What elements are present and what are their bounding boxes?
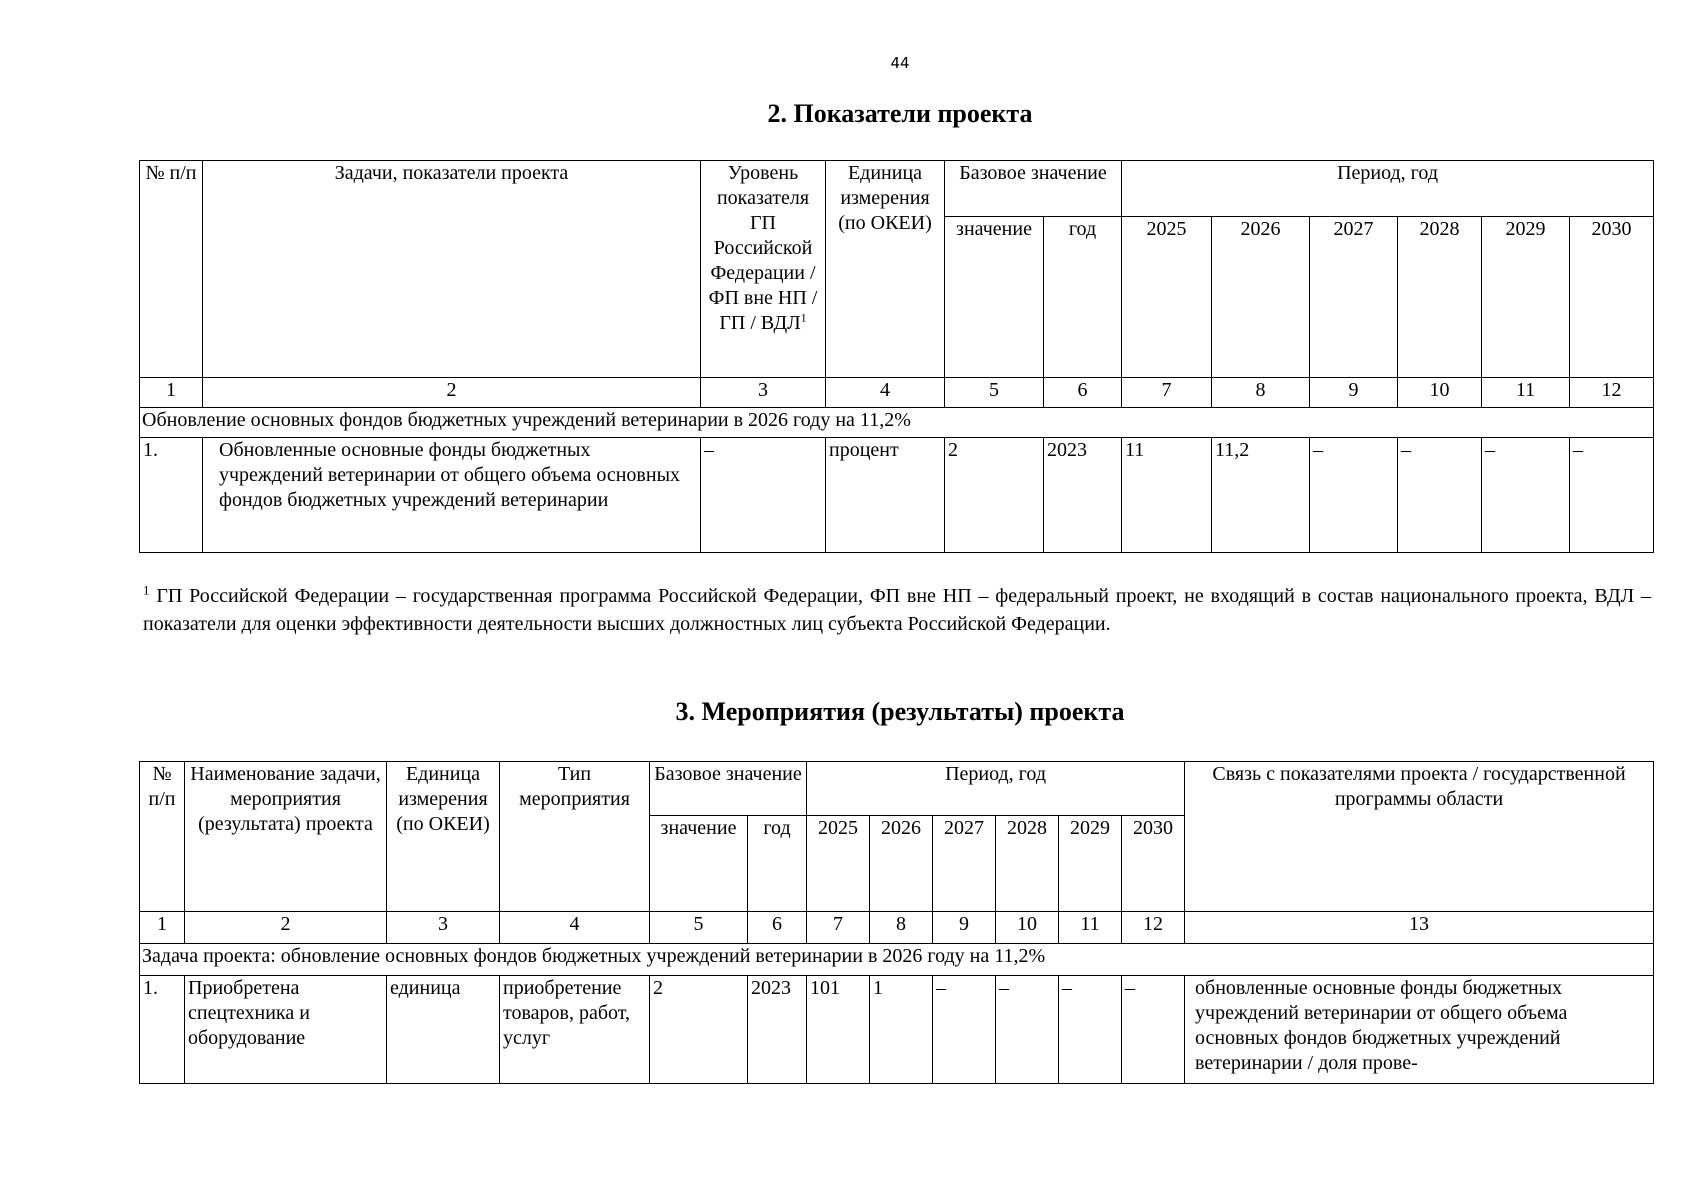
header-year: 2027	[933, 816, 996, 912]
footnote-mark: 1	[143, 582, 150, 598]
row-type: приобретение товаров, работ, услуг	[500, 976, 650, 1084]
header-year: 2025	[807, 816, 870, 912]
col-number: 5	[650, 912, 748, 944]
row-indicator-name: Обновленные основные фонды бюджетных учреждений ветеринарии от общего объема основных фондов бюджетных учреждений ветеринарии	[203, 438, 701, 553]
footnote-text: ГП Российской Федерации – государственная программа Российской Федерации, ФП вне НП – федеральный проект, не входящий в состав национального проекта, ВДЛ – показатели для оценки эффективности деятельности высших должностных лиц субъекта Российской Федерации.	[143, 585, 1652, 635]
row-value: –	[933, 976, 996, 1084]
row-base-value: 2	[650, 976, 748, 1084]
row-value: 11,2	[1212, 438, 1310, 553]
activities-table	[139, 761, 1654, 1084]
col-number: 4	[500, 912, 650, 944]
row-value: –	[996, 976, 1059, 1084]
section-row: Обновление основных фондов бюджетных учреждений ветеринарии в 2026 году на 11,2%	[140, 408, 1654, 438]
col-number: 7	[1122, 378, 1212, 408]
task-row: Задача проекта: обновление основных фондов бюджетных учреждений ветеринарии в 2026 году на 11,2%	[140, 944, 1654, 976]
col-number: 6	[1044, 378, 1122, 408]
header-name: Наименование задачи, мероприятия (результата) проекта	[185, 762, 387, 912]
col-number: 1	[140, 912, 185, 944]
row-base-year: 2023	[748, 976, 807, 1084]
header-period: Период, год	[1122, 161, 1654, 217]
row-value: –	[1310, 438, 1398, 553]
page-number: 44	[890, 54, 910, 72]
row-base-value: 2	[945, 438, 1044, 553]
col-number: 9	[933, 912, 996, 944]
col-number: 12	[1570, 378, 1654, 408]
header-year: 2026	[870, 816, 933, 912]
header-year: 2029	[1059, 816, 1122, 912]
header-year: 2025	[1122, 217, 1212, 378]
header-year: 2029	[1482, 217, 1570, 378]
col-number: 2	[185, 912, 387, 944]
col-number: 11	[1059, 912, 1122, 944]
header-type: Тип мероприятия	[500, 762, 650, 912]
header-base: Базовое значение	[945, 161, 1122, 217]
col-number: 2	[203, 378, 701, 408]
row-num: 1.	[140, 976, 185, 1084]
col-number: 7	[807, 912, 870, 944]
header-base-value: значение	[945, 217, 1044, 378]
header-base: Базовое значение	[650, 762, 807, 816]
col-number: 3	[701, 378, 826, 408]
col-number: 6	[748, 912, 807, 944]
section2-title: 2. Показатели проекта	[767, 99, 1033, 128]
col-number: 9	[1310, 378, 1398, 408]
header-base-year: год	[748, 816, 807, 912]
col-number: 8	[870, 912, 933, 944]
col-number: 13	[1185, 912, 1654, 944]
header-unit: Единица измерения (по ОКЕИ)	[387, 762, 500, 912]
footnote-ref: 1	[800, 310, 807, 325]
section3-title: 3. Мероприятия (результаты) проекта	[675, 697, 1125, 726]
row-value: –	[1059, 976, 1122, 1084]
header-base-year: год	[1044, 217, 1122, 378]
header-link: Связь с показателями проекта / государственной программы области	[1185, 762, 1654, 912]
header-year: 2028	[1398, 217, 1482, 378]
row-value: –	[1482, 438, 1570, 553]
header-tasks: Задачи, показатели проекта	[203, 161, 701, 378]
row-value: 1	[870, 976, 933, 1084]
header-level	[701, 161, 826, 378]
header-year: 2030	[1122, 816, 1185, 912]
row-value: –	[1398, 438, 1482, 553]
header-year: 2027	[1310, 217, 1398, 378]
col-number: 4	[826, 378, 945, 408]
row-level: –	[701, 438, 826, 553]
row-value: –	[1122, 976, 1185, 1084]
header-base-value: значение	[650, 816, 748, 912]
header-year: 2026	[1212, 217, 1310, 378]
col-number: 5	[945, 378, 1044, 408]
row-link: обновленные основные фонды бюджетных учреждений ветеринарии от общего объема основных фондов бюджетных учреждений ветеринарии / доля прове-	[1185, 976, 1654, 1084]
col-number: 10	[996, 912, 1059, 944]
footnote	[143, 582, 1651, 638]
row-base-year: 2023	[1044, 438, 1122, 553]
row-unit: единица	[387, 976, 500, 1084]
row-value: 11	[1122, 438, 1212, 553]
col-number: 8	[1212, 378, 1310, 408]
col-number: 1	[140, 378, 203, 408]
row-value: –	[1570, 438, 1654, 553]
col-number: 10	[1398, 378, 1482, 408]
header-year: 2028	[996, 816, 1059, 912]
header-level-text: Уровень показателя ГП Российской Федерации / ФП вне НП /ГП / ВДЛ	[708, 162, 818, 334]
row-value: 101	[807, 976, 870, 1084]
indicators-table	[139, 160, 1654, 553]
header-unit: Единица измерения (по ОКЕИ)	[826, 161, 945, 378]
row-activity-name: Приобретена спецтехника и оборудование	[185, 976, 387, 1084]
col-number: 3	[387, 912, 500, 944]
row-num: 1.	[140, 438, 203, 553]
header-year: 2030	[1570, 217, 1654, 378]
row-unit: процент	[826, 438, 945, 553]
col-number: 12	[1122, 912, 1185, 944]
header-num: № п/п	[140, 762, 185, 912]
header-period: Период, год	[807, 762, 1185, 816]
col-number: 11	[1482, 378, 1570, 408]
header-num: № п/п	[140, 161, 203, 378]
